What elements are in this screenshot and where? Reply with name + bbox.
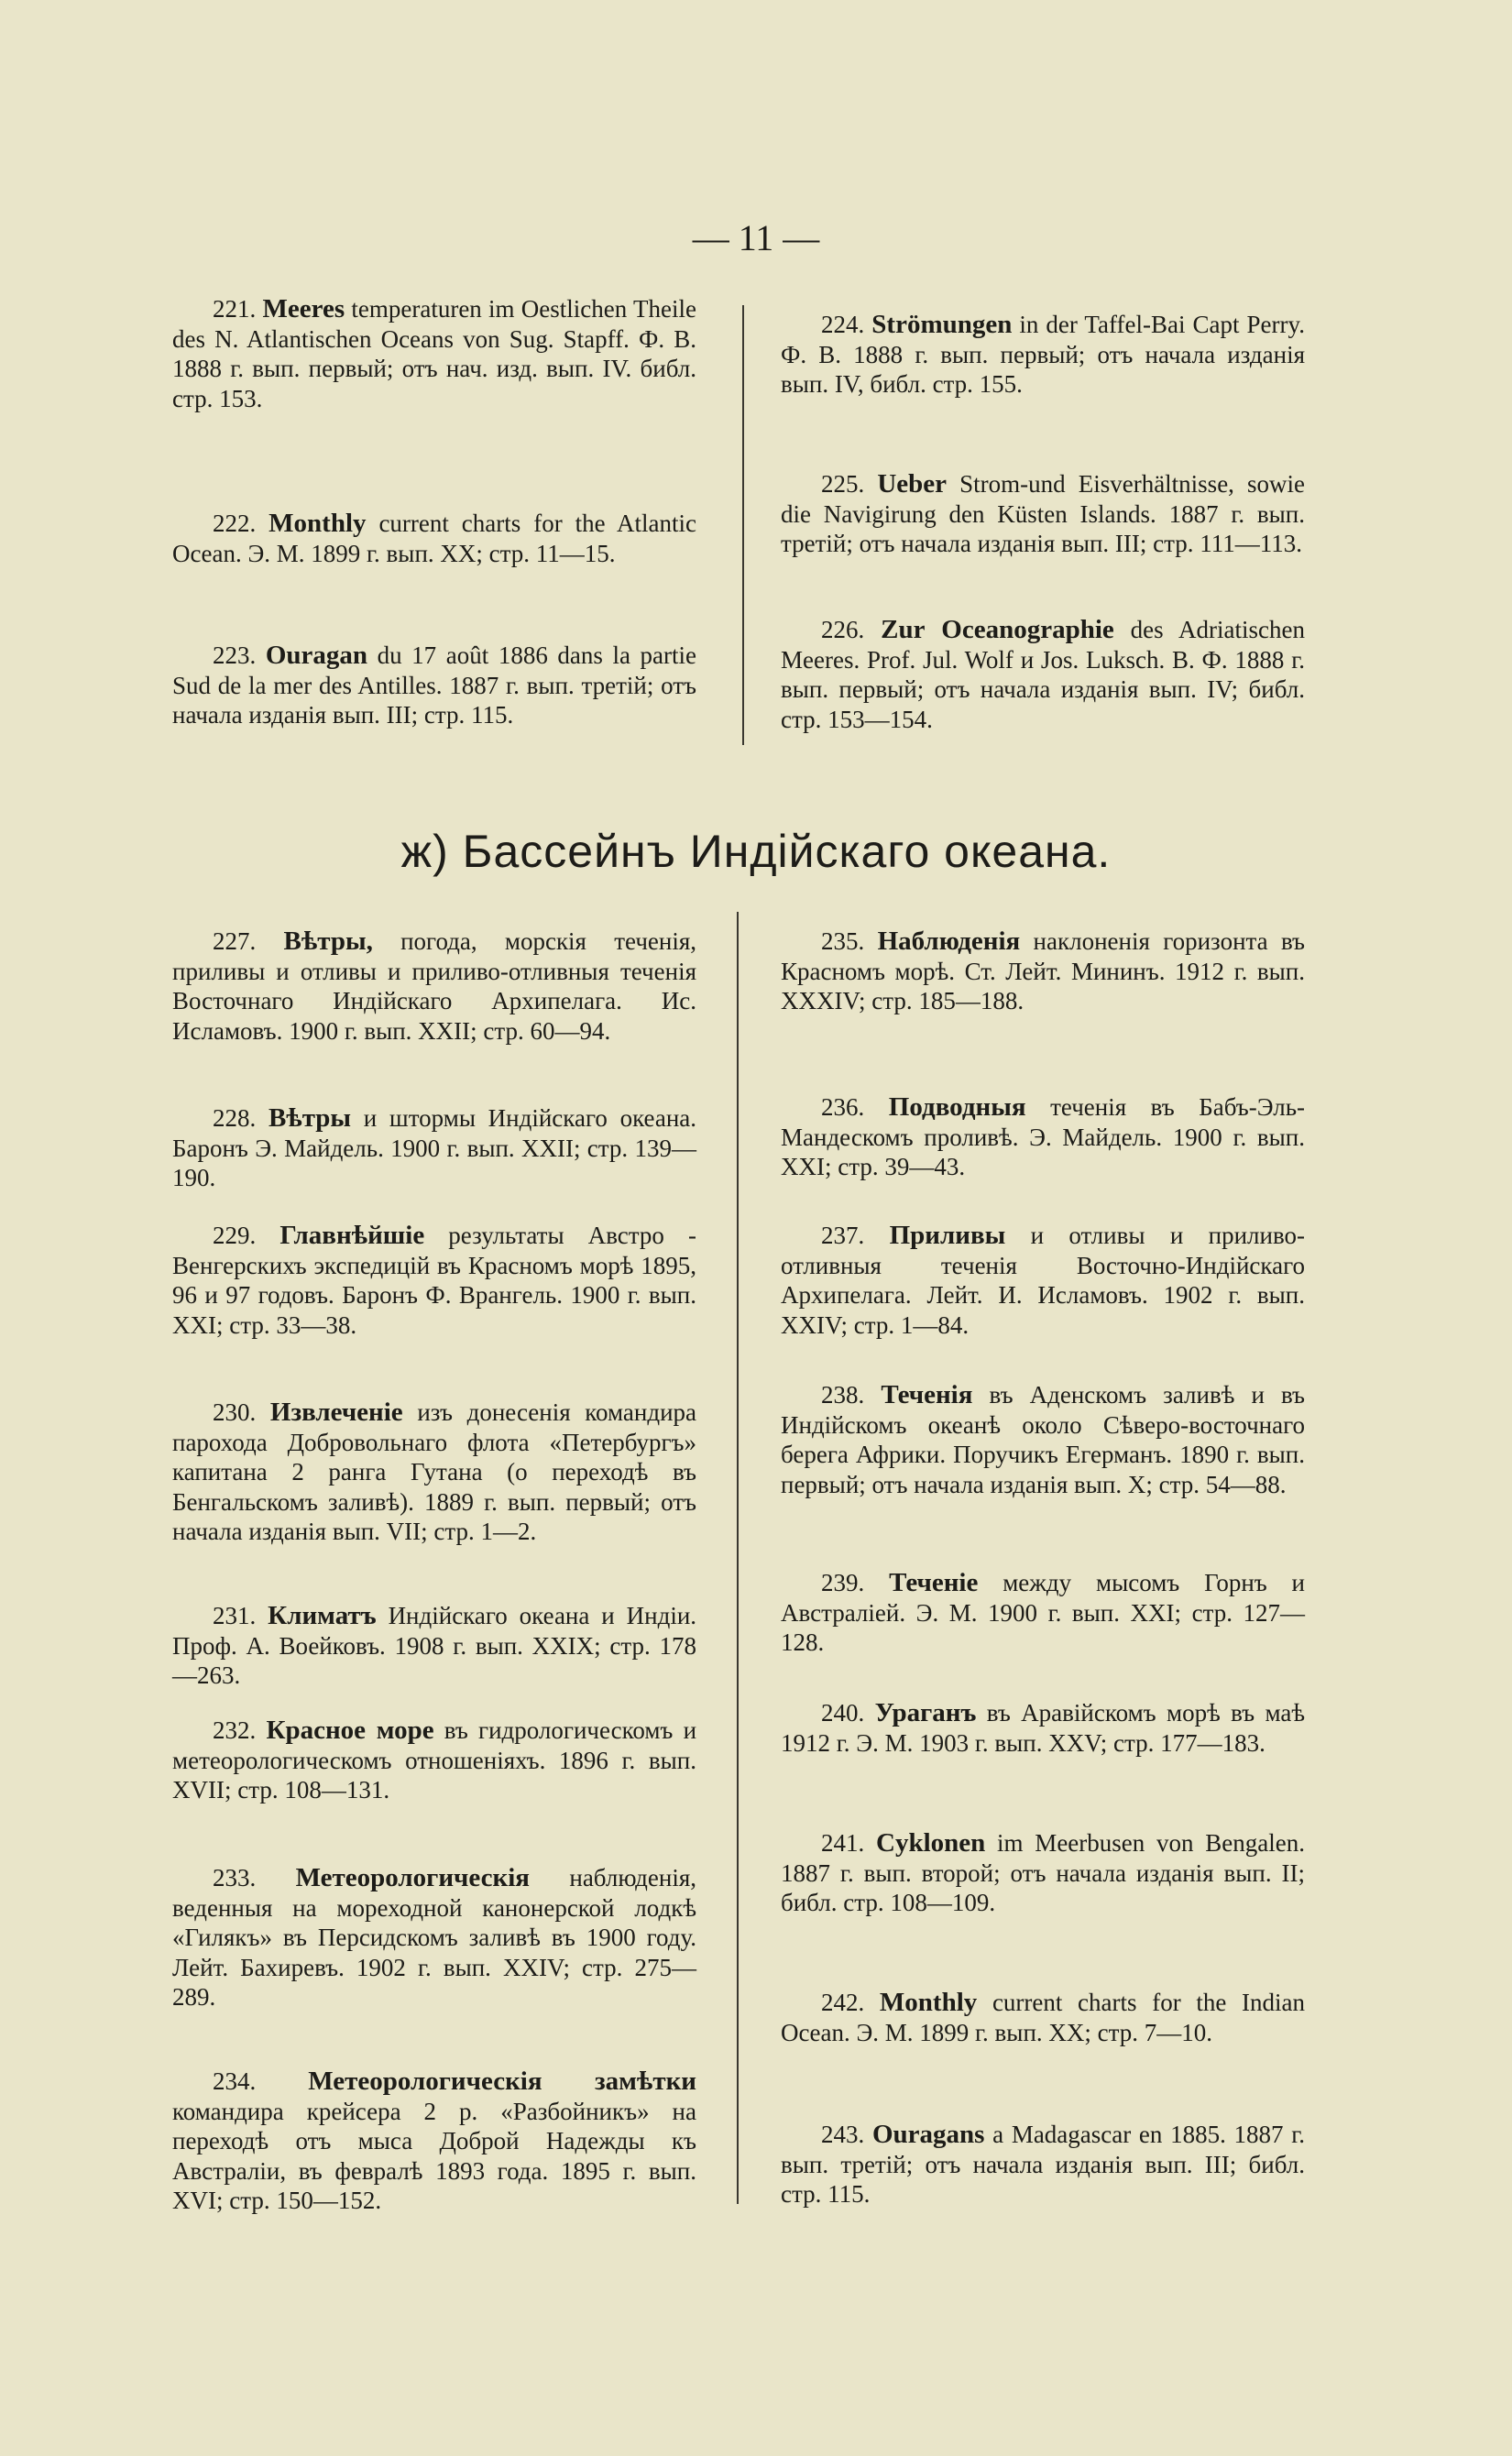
- entry-number: 239.: [821, 1569, 865, 1596]
- entry-text: im Meerbusen von Bengalen. 1887 г. вып. второй; отъ начала изданія вып. II; библ. стр. 108—109.: [781, 1829, 1305, 1916]
- entry-text: du 17 août 1886 dans la partie Sud de la mer des Antilles. 1887 г. вып. третій; отъ начала изданія вып. III; стр. 115.: [172, 641, 696, 729]
- entry-title: Приливы: [889, 1221, 1006, 1250]
- entry-number: 223.: [213, 641, 257, 669]
- bibliography-entry: [781, 469, 1305, 559]
- entry-text: теченія въ Бабъ-Эль-Мандескомъ проливѣ. Э. Майдель. 1900 г. вып. XXI; стр. 39—43.: [781, 1093, 1305, 1180]
- entry-title: Красное море: [266, 1716, 434, 1745]
- entry-text: изъ донесенія командира парохода Добровольнаго флота «Петербургъ» капитана 2 ранга Гутана (о переходѣ въ Бенгальскомъ заливѣ). 1889 г. вып. первый; отъ начала изданія вып. VII; стр. 1—2.: [172, 1398, 697, 1545]
- entry-number: 230.: [213, 1398, 257, 1426]
- entry-title: Ueber: [877, 469, 948, 499]
- bibliography-entry: [781, 1221, 1305, 1340]
- bibliography-entry: [172, 1601, 696, 1691]
- entry-title: Теченіе: [889, 1568, 979, 1597]
- entry-title: Ouragans: [871, 2120, 985, 2149]
- entry-title: Zur Oceanographie: [881, 615, 1114, 644]
- bibliography-entry: [172, 1716, 696, 1805]
- bibliography-entry: [172, 1863, 696, 2012]
- bibliography-entry: [781, 1698, 1305, 1758]
- entry-text: результаты Австро - Венгерскихъ экспедицій въ Красномъ морѣ 1895, 96 и 97 годовъ. Баронъ Ф. Врангель. 1900 г. вып. XXI; стр. 33—38.: [172, 1222, 696, 1339]
- entry-number: 238.: [821, 1381, 865, 1409]
- bibliography-entry: [781, 1828, 1305, 1918]
- page-number: — 11 —: [692, 217, 820, 258]
- entry-text: a Madagascar en 1885. 1887 г. вып. третій; отъ начала изданія вып. III; библ. стр. 115.: [781, 2121, 1306, 2208]
- column-divider-bottom: [737, 912, 739, 2204]
- entry-title: Monthly: [879, 1988, 978, 2017]
- entry-text: погода, морскія теченія, приливы и отливы и приливо-отливныя теченія Восточнаго Индійскаго Архипелага. Ис. Исламовъ. 1900 г. вып. XXII; стр. 60—94.: [172, 927, 697, 1045]
- entry-text: des Adriatischen Meeres. Prof. Jul. Wolf и Jos. Luksch. В. Ф. 1888 г. вып. первый; отъ начала изданія вып. IV; библ. стр. 153—154.: [781, 616, 1305, 733]
- entry-text: между мысомъ Горнъ и Австраліей. Э. М. 1900 г. вып. XXI; стр. 127—128.: [781, 1569, 1306, 1656]
- entry-text: current charts for the Indian Ocean. Э. М. 1899 г. вып. XX; стр. 7—10.: [781, 1989, 1305, 2046]
- entry-title: Strömungen: [871, 310, 1013, 339]
- entry-text: въ Аравійскомъ морѣ въ маѣ 1912 г. Э. М. 1903 г. вып. XXV; стр. 177—183.: [781, 1699, 1306, 1757]
- entry-number: 233.: [213, 1864, 257, 1891]
- entry-number: 232.: [213, 1716, 257, 1744]
- entry-text: командира крейсера 2 р. «Разбойникъ» на переходѣ отъ мыса Доброй Надежды къ Австраліи, въ февралѣ 1893 года. 1895 г. вып. XVI; стр. 150—152.: [172, 2097, 696, 2214]
- bibliography-entry: [172, 1398, 696, 1547]
- bibliography-entry: [172, 641, 696, 730]
- entry-number: 235.: [821, 927, 865, 955]
- entry-title: Вѣтры,: [283, 926, 373, 956]
- entry-number: 237.: [821, 1222, 865, 1249]
- column-divider-top: [742, 305, 744, 745]
- entry-text: и штормы Индійскаго океана. Баронъ Э. Майдель. 1900 г. вып. XXII; стр. 139—190.: [172, 1104, 697, 1191]
- bibliography-entry: [781, 1988, 1305, 2047]
- entry-number: 241.: [821, 1829, 865, 1857]
- entry-title: Главнѣйшіе: [279, 1221, 425, 1250]
- entry-number: 227.: [213, 927, 257, 955]
- bibliography-entry: [781, 2120, 1305, 2209]
- entry-number: 234.: [213, 2067, 257, 2095]
- entry-number: 225.: [821, 470, 865, 498]
- entry-title: Метеорологическія: [295, 1863, 530, 1892]
- entry-number: 222.: [213, 510, 257, 537]
- entry-text: въ гидрологическомъ и метеорологическомъ отношеніяхъ. 1896 г. вып. XVII; стр. 108—131.: [172, 1716, 697, 1804]
- entry-number: 243.: [821, 2121, 865, 2148]
- entry-title: Monthly: [268, 509, 367, 538]
- entry-title: Наблюденія: [877, 926, 1021, 956]
- entry-number: 242.: [821, 1989, 865, 2016]
- bibliography-entry: [781, 1092, 1305, 1182]
- bibliography-entry: [172, 926, 696, 1046]
- entry-title: Ураганъ: [874, 1698, 977, 1727]
- bibliography-entry: [781, 615, 1305, 734]
- bibliography-entry: [781, 926, 1305, 1016]
- entry-text: Strom-und Eisverhältnisse, sowie die Navigirung den Küsten Islands. 1887 г. вып. третій; отъ начала изданія вып. III; стр. 111—113.: [781, 470, 1306, 557]
- entry-text: in der Taffel-Bai Capt Perry. Ф. В. 1888 г. вып. первый; отъ начала изданія вып. IV, библ. стр. 155.: [781, 311, 1306, 398]
- bibliography-entry: [172, 294, 696, 413]
- entry-number: 226.: [821, 616, 865, 643]
- entry-title: Подводныя: [888, 1092, 1026, 1122]
- bibliography-entry: [172, 2067, 696, 2216]
- entry-title: Извлеченіе: [269, 1398, 403, 1427]
- entry-title: Климатъ: [268, 1601, 377, 1630]
- section-heading: ж) Бассейнъ Индійскаго океана.: [400, 826, 1112, 877]
- entry-text: въ Аденскомъ заливѣ и въ Индійскомъ океанѣ около Сѣверо-восточнаго берега Африки. Поручикъ Егерманъ. 1890 г. вып. первый; отъ начала изданія вып. X; стр. 54—88.: [781, 1381, 1306, 1498]
- entry-number: 228.: [213, 1104, 257, 1132]
- entry-number: 231.: [213, 1602, 257, 1629]
- entry-text: current charts for the Atlantic Ocean. Э. М. 1899 г. вып. XX; стр. 11—15.: [172, 510, 696, 567]
- entry-title: Метеорологическія замѣтки: [308, 2067, 696, 2096]
- entry-number: 224.: [821, 311, 865, 338]
- entry-number: 229.: [213, 1222, 257, 1249]
- entry-title: Теченія: [881, 1380, 973, 1409]
- entry-text: наблюденія, веденныя на мореходной канонерской лодкѣ «Гилякъ» въ Персидскомъ заливѣ въ 1900 году. Лейт. Бахиревъ. 1902 г. вып. XXIV; стр. 275—289.: [172, 1864, 696, 2011]
- entry-title: Вѣтры: [268, 1103, 352, 1133]
- entry-text: и отливы и приливо-отливныя теченія Восточно-Индійскаго Архипелага. Лейт. И. Исламовъ. 1902 г. вып. XXIV; стр. 1—84.: [781, 1222, 1306, 1339]
- bibliography-entry: [172, 509, 696, 568]
- bibliography-entry: [781, 1380, 1305, 1499]
- entry-number: 236.: [821, 1093, 865, 1121]
- entry-number: 221.: [213, 295, 257, 323]
- entry-title: Meeres: [262, 294, 345, 323]
- bibliography-entry: [172, 1103, 696, 1193]
- bibliography-entry: [781, 310, 1305, 400]
- entry-title: Ouragan: [265, 641, 368, 670]
- entry-text: наклоненія горизонта въ Красномъ морѣ. Ст. Лейт. Мининъ. 1912 г. вып. XXXIV; стр. 185—188.: [781, 927, 1306, 1014]
- bibliography-entry: [172, 1221, 696, 1340]
- entry-text: Индійскаго океана и Индіи. Проф. А. Воейковъ. 1908 г. вып. XXIX; стр. 178—263.: [172, 1602, 697, 1689]
- bibliography-entry: [781, 1568, 1305, 1658]
- entry-number: 240.: [821, 1699, 865, 1727]
- entry-text: temperaturen im Oestlichen Theile des N. Atlantischen Oceans von Sug. Stapff. Ф. В. 1888 г. вып. первый; отъ нач. изд. вып. IV. библ. стр. 153.: [172, 295, 696, 412]
- entry-title: Cyklonen: [876, 1828, 986, 1858]
